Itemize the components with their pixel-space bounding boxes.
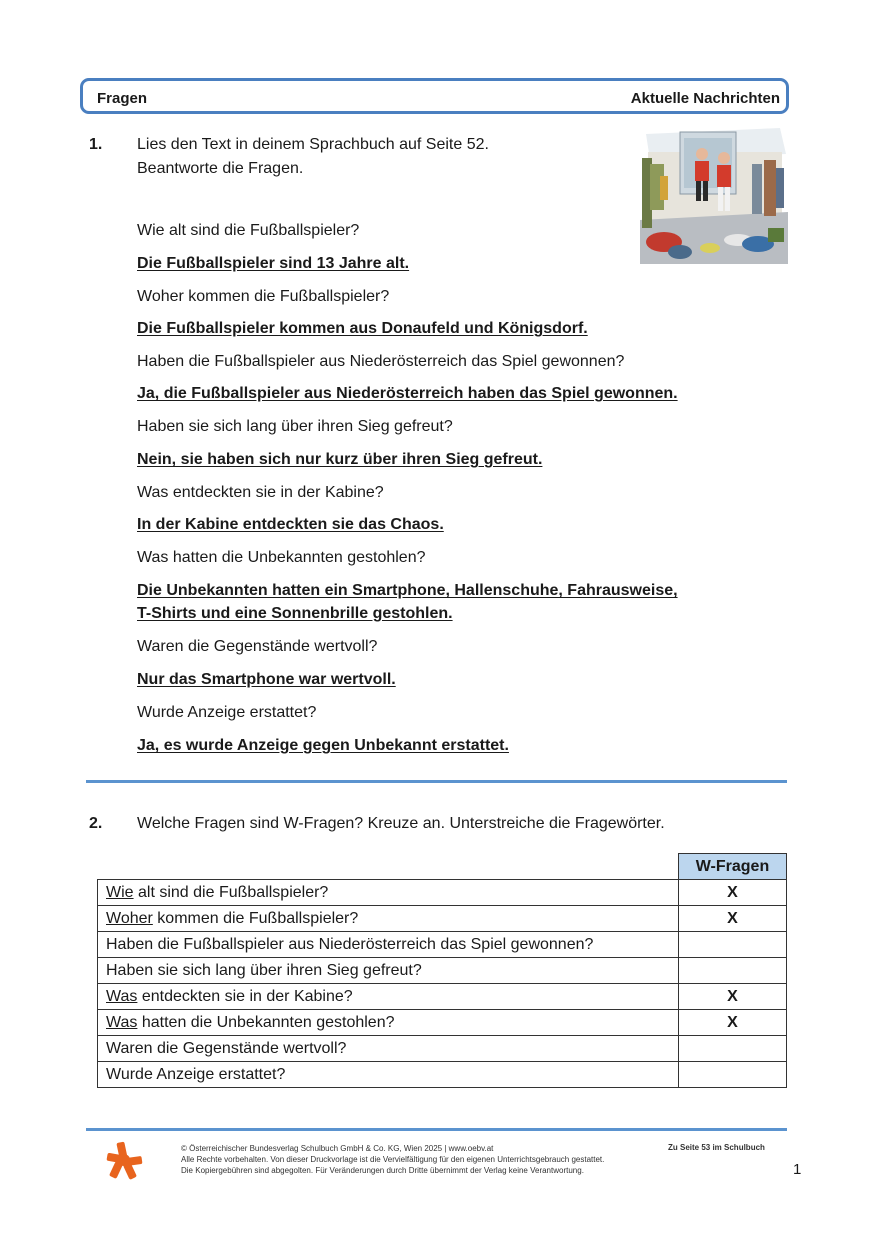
section-title: Fragen <box>97 90 148 107</box>
publisher-logo-icon <box>104 1140 144 1180</box>
question-rest: Wurde Anzeige erstattet? <box>106 1065 286 1083</box>
task-2-number: 2. <box>89 815 103 832</box>
question-1: Wie alt sind die Fußballspieler? <box>137 222 360 239</box>
w-fragen-mark[interactable]: X <box>679 1010 787 1036</box>
w-fragen-header: W-Fragen <box>679 854 787 880</box>
w-fragen-mark[interactable] <box>679 1062 787 1088</box>
table-row <box>98 984 787 1010</box>
answer-6-line-2: T-Shirts und eine Sonnenbrille gestohlen. <box>137 605 453 622</box>
answer-5: In der Kabine entdeckten sie das Chaos. <box>137 516 444 533</box>
answer-6-line-1: Die Unbekannten hatten ein Smartphone, Hallenschuhe, Fahrausweise, <box>137 582 678 599</box>
task-1-instruction-line-2: Beantworte die Fragen. <box>137 160 304 177</box>
task-1-number: 1. <box>89 136 103 153</box>
footer-divider <box>86 1128 787 1131</box>
question-word: Was <box>106 1013 138 1031</box>
question-7: Waren die Gegenstände wertvoll? <box>137 638 378 655</box>
w-fragen-mark[interactable]: X <box>679 906 787 932</box>
question-4: Haben sie sich lang über ihren Sieg gefreut? <box>137 418 453 435</box>
question-rest: kommen die Fußballspieler? <box>152 909 359 927</box>
question-rest: hatten die Unbekannten gestohlen? <box>137 1013 395 1031</box>
question-rest: Waren die Gegenstände wertvoll? <box>106 1039 347 1057</box>
answer-7: Nur das Smartphone war wertvoll. <box>137 671 396 688</box>
table-row <box>98 1062 787 1088</box>
question-3: Haben die Fußballspieler aus Niederösterreich das Spiel gewonnen? <box>137 353 625 370</box>
table-row <box>98 880 787 906</box>
question-word: Woher <box>106 909 153 927</box>
answer-3: Ja, die Fußballspieler aus Niederösterreich haben das Spiel gewonnen. <box>137 385 678 402</box>
answer-4: Nein, sie haben sich nur kurz über ihren Sieg gefreut. <box>137 451 543 468</box>
copyright-line-2: Alle Rechte vorbehalten. Von dieser Druckvorlage ist die Vervielfältigung für den eigenen Unterrichtsgebrauch gestattet. <box>181 1155 605 1164</box>
table-row <box>98 958 787 984</box>
answer-8: Ja, es wurde Anzeige gegen Unbekannt erstattet. <box>137 737 509 754</box>
section-divider <box>86 780 787 783</box>
textbook-reference: Zu Seite 53 im Schulbuch <box>668 1143 765 1152</box>
question-8: Wurde Anzeige erstattet? <box>137 704 317 721</box>
locker-room-illustration <box>640 124 788 264</box>
task-2-instruction: Welche Fragen sind W-Fragen? Kreuze an. Unterstreiche die Fragewörter. <box>137 815 665 832</box>
w-fragen-mark[interactable] <box>679 958 787 984</box>
page-number: 1 <box>793 1161 802 1178</box>
task-1-instruction-line-1: Lies den Text in deinem Sprachbuch auf Seite 52. <box>137 136 489 153</box>
topic-title: Aktuelle Nachrichten <box>630 90 780 107</box>
question-word: Wie <box>106 883 134 901</box>
w-questions-table <box>97 853 787 1088</box>
question-rest: Haben die Fußballspieler aus Niederösterreich das Spiel gewonnen? <box>106 935 594 953</box>
table-row <box>98 906 787 932</box>
w-fragen-mark[interactable]: X <box>679 880 787 906</box>
question-5: Was entdeckten sie in der Kabine? <box>137 484 384 501</box>
copyright-line-1: © Österreichischer Bundesverlag Schulbuch GmbH & Co. KG, Wien 2025 | www.oebv.at <box>181 1144 494 1153</box>
question-6: Was hatten die Unbekannten gestohlen? <box>137 549 426 566</box>
copyright-line-3: Die Kopiergebühren sind abgegolten. Für Veränderungen durch Dritte übernimmt der Verlag keine Verantwortung. <box>181 1166 584 1175</box>
question-rest: entdeckten sie in der Kabine? <box>137 987 353 1005</box>
question-rest: alt sind die Fußballspieler? <box>133 883 329 901</box>
w-fragen-mark[interactable] <box>679 1036 787 1062</box>
header-box <box>80 78 789 114</box>
question-rest: Haben sie sich lang über ihren Sieg gefreut? <box>106 961 422 979</box>
copyright-notice <box>181 1143 604 1176</box>
question-2: Woher kommen die Fußballspieler? <box>137 288 390 305</box>
answer-1: Die Fußballspieler sind 13 Jahre alt. <box>137 255 410 272</box>
w-fragen-mark[interactable]: X <box>679 984 787 1010</box>
table-row <box>98 1010 787 1036</box>
table-header-row <box>98 854 787 880</box>
w-fragen-mark[interactable] <box>679 932 787 958</box>
answer-2: Die Fußballspieler kommen aus Donaufeld und Königsdorf. <box>137 320 588 337</box>
question-word: Was <box>106 987 138 1005</box>
table-row <box>98 1036 787 1062</box>
table-row <box>98 932 787 958</box>
